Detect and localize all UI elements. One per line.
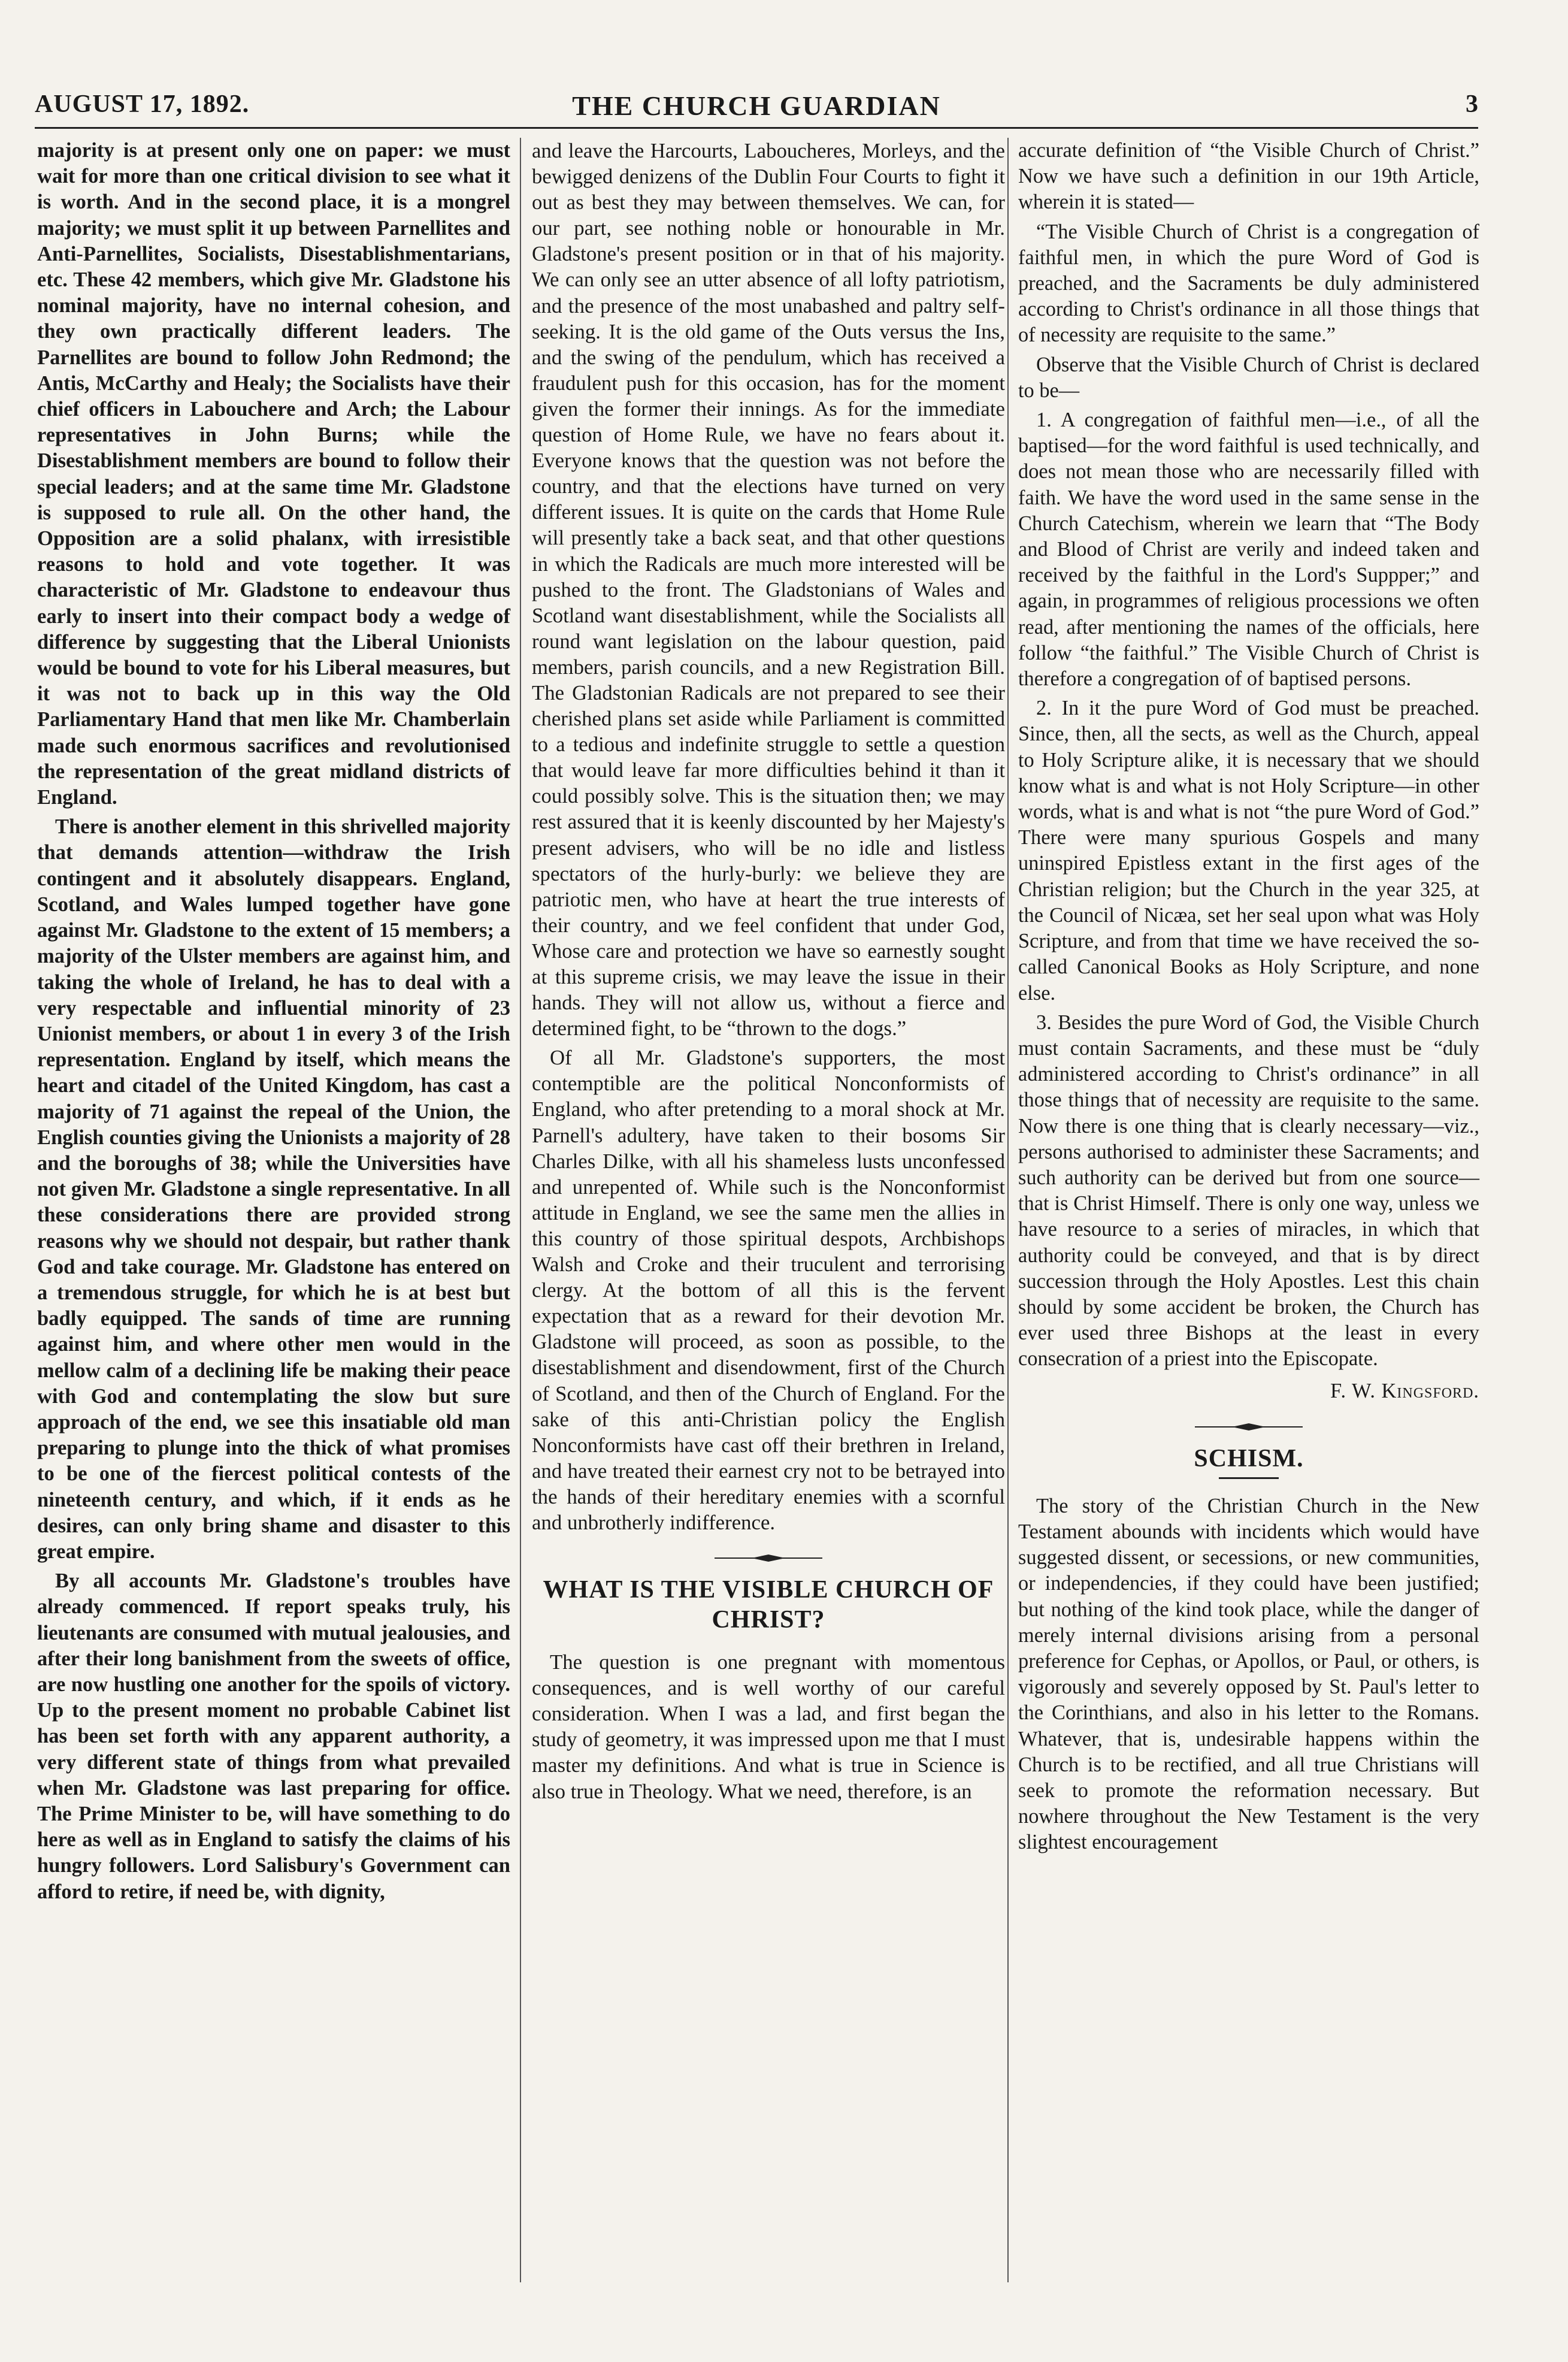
col2-paragraph-2: Of all Mr. Gladstone's supporters, the most contemptible are the political Nonconformists of England, who after pretending to a moral shock at Mr. Parnell's adultery, have taken to their bosoms Sir Charles Dilke, with all his shameless lusts unconfessed and unrepented of. While such is the Nonconformist attitude in England, we see the same men the allies in this country of those spiritual despots, Archbishops Walsh and Croke and their truculent and terrorising clergy. At the bottom of all this is the fervent expectation that as a reward for their devotion Mr. Gladstone will proceed, as soon as possible, to the disestablishment and disendowment, first of the Church of Scotland, and then of the Church of England. For the sake of this anti-Christian policy the English Nonconformists have cast off their brethren in Ireland, and have treated their earnest cry not to be betrayed into the hands of their hereditary enemies with a scornful and unbrotherly indifference. (532, 1046, 1005, 1534)
issue-date: AUGUST 17, 1892. (35, 90, 250, 118)
masthead (35, 90, 1478, 123)
col3-paragraph-1: accurate definition of “the Visible Church of Christ.” Now we have such a definition in our 19th Article, wherein it is stated— (1018, 139, 1479, 214)
newspaper-title: THE CHURCH GUARDIAN (572, 90, 941, 121)
col1-paragraph-3: By all accounts Mr. Gladstone's troubles have already commenced. If report speaks truly, his lieutenants are consumed with mutual jealousies, and after their long banishment from the sweets of office, are now hustling one another for the spoils of victory. Up to the present moment no probable Cabinet list has been set forth with any apparent authority, a very different state of things from what prevailed when Mr. Gladstone was last preparing for office. The Prime Minister to be, will have something to do here as well as in England to satisfy the claims of his hungry followers. Lord Salisbury's Government can afford to retire, if need be, with dignity, (37, 1569, 510, 1903)
page-number: 3 (1466, 90, 1478, 118)
column-3 (1018, 138, 1479, 1856)
col3-point-3: 3. Besides the pure Word of God, the Visible Church must contain Sacraments, and these must be “duly administered according to Christ's ordinance” in all those things that of necessity are requisite to the same. Now there is one thing that is clearly necessary—viz., persons authorised to administer these Sacraments; and such authority can be derived but from one source—that is Christ Himself. There is only one way, unless we have resource to a series of miracles, in which that authority could be conveyed, and that is by direct succession through the Holy Apostles. Lest this chain should by some accident be broken, the Church has ever used three Bishops at the least in every consecration of a priest into the Episcopate. (1018, 1011, 1479, 1371)
column-divider-1 (520, 138, 521, 2282)
column-1 (37, 138, 510, 1905)
col1-paragraph-1: majority is at present only one on paper: we must wait for more than one critical division to see what it is worth. And in the second place, it is a mongrel majority; we must split it up between Parnellites and Anti-Parnellites, Socialists, Disestablishmentarians, etc. These 42 members, which give Mr. Gladstone his nominal majority, have no internal cohesion, and they own practically different leaders. The Parnellites are bound to follow John Redmond; the Antis, McCarthy and Healy; the Socialists have their chief officers in Labouchere and Arch; the Labour representatives in John Burns; while the Disestablishment members are bound to follow their special leaders; and at the same time Mr. Gladstone is supposed to rule all. On the other hand, the Opposition are a solid phalanx, with irresistible reasons to hold and vote together. It was characteristic of Mr. Gladstone to endeavour thus early to insert into their compact body a wedge of difference by suggesting that the Liberal Unionists would be bound to vote for his Liberal measures, but it was not to back up in this way the Old Parliamentary Hand that men like Mr. Chamberlain made such enormous sacrifices and revolutionised the representation of the great midland districts of England. (37, 139, 510, 809)
col3-paragraph-schism: The story of the Christian Church in the New Testament abounds with incidents which would have suggested dissent, or secessions, or new communities, or independencies, if they could have been justified; but nothing of the kind took place, while the danger of merely internal divisions arising from a personal preference for Cephas, or Apollos, or Paul, or others, is vigorously and severely opposed by St. Paul's letter to the Corinthians, and also in his letter to the Romans. Whatever, that is, undesirable happens within the Church is to be rectified, and all true Christians will seek to promote the reformation necessary. But nowhere throughout the New Testament is the very slightest encouragement (1018, 1494, 1479, 1854)
col2-paragraph-1: and leave the Harcourts, Laboucheres, Morleys, and the bewigged denizens of the Dublin Four Courts to fight it out as best they may between themselves. We can, for our part, see nothing noble or honourable in Mr. Gladstone's present position or in that of his majority. We can only see an utter absence of all lofty patriotism, and the presence of the most unabashed and paltry self-seeking. It is the old game of the Outs versus the Ins, and the swing of the pendulum, which has received a fraudulent push for this occasion, has for the moment given the former their innings. As for the immediate question of Home Rule, we have no fears about it. Everyone knows that the question was not before the country, and that the elections have turned on very different issues. It is quite on the cards that Home Rule will presently take a back seat, and that other questions in which the Radicals are much more interested will be pushed to the front. The Gladstonians of Wales and Scotland want disestablishment, while the Socialists all round want legislation on the labour question, paid members, parish councils, and a new Registration Bill. The Gladstonian Radicals are not prepared to see their cherished plans set aside while Parliament is committed to a tedious and indefinite struggle to settle a question that would leave far more difficulties behind it than it could possibly solve. This is the situation then; we may rest assured that it is keenly discounted by her Majesty's present advisers, who will be no idle and listless spectators of the hurly-burly: we believe they are patriotic men, who have at heart the true interests of their country, and we feel confident that under God, Whose care and protection we have so earnestly sought at this supreme crisis, we may leave the issue in their hands. They will not allow us, without a fierce and determined fight, to be “thrown to the dogs.” (532, 139, 1005, 1041)
ornament-divider (715, 1553, 822, 1563)
column-divider-2 (1007, 138, 1009, 2282)
article-headline-visible-church: WHAT IS THE VISIBLE CHURCH OF CHRIST? (543, 1576, 994, 1634)
col3-paragraph-3: Observe that the Visible Church of Christ is declared to be— (1018, 353, 1479, 402)
column-2 (532, 138, 1005, 1804)
article-headline-schism: SCHISM. (1194, 1444, 1304, 1472)
headline-rule (1219, 1477, 1279, 1479)
col3-point-1: 1. A congregation of faithful men—i.e., of all the baptised—for the word faithful is used technically, and does not mean those who are necessarily filled with faith. We have the word used in the same sense in the Church Catechism, wherein we learn that “The Body and Blood of Christ are verily and indeed taken and received by the faithful in the Lord's Suppper;” and again, in programmes of religious processions we often read, after mentioning the names of the officials, here follow “the faithful.” The Visible Church of Christ is therefore a congregation of of baptised persons. (1018, 409, 1479, 691)
col3-point-2: 2. In it the pure Word of God must be preached. Since, then, all the sects, as well as the Church, appeal to Holy Scripture alike, it is necessary that we should know what is and what is not Holy Scripture—in other words, what is and what is not “the pure Word of God.” There were many spurious Gospels and many uninspired Epistless extant in the first ages of the Christian religion; but the Church in the year 325, at the Council of Nicæa, set her seal upon what was Holy Scripture, and from that time we have received the so-called Canonical Books as Holy Scripture, and none else. (1018, 697, 1479, 1005)
ornament-divider (1195, 1422, 1303, 1432)
col2-paragraph-3: The question is one pregnant with momentous consequences, and is well worthy of our careful consideration. When I was a lad, and first began the study of geometry, it was impressed upon me that I must master my definitions. And what is true in Science is also true in Theology. What we need, therefore, is an (532, 1650, 1005, 1803)
author-signature: F. W. Kingsford. (1330, 1379, 1479, 1402)
col1-paragraph-2: There is another element in this shrivelled majority that demands attention—withdraw the Irish contingent and it absolutely disappears. England, Scotland, and Wales lumped together have gone against Mr. Gladstone to the extent of 15 members; a majority of the Ulster members are against him, and taking the whole of Ireland, he has to deal with a very respectable and influential minority of 23 Unionist members, or about 1 in every 3 of the Irish representation. England by itself, which means the heart and citadel of the United Kingdom, has cast a majority of 71 against the repeal of the Union, the English counties giving the Unionists a majority of 28 and the boroughs of 38; while the Universities have not given Mr. Gladstone a single representative. In all these considerations there are provided strong reasons why we should not despair, but rather thank God and take courage. Mr. Gladstone has entered on a tremendous struggle, for which he is at best but badly equipped. The sands of time are running against him, and where other men would in the mellow calm of a declining life be making their peace with God and contemplating the slow but sure approach of the end, we see this insatiable old man preparing to plunge into the thick of what promises to be one of the fiercest political contests of the nineteenth century, and which, if it ends as he desires, can only bring shame and disaster to this great empire. (37, 815, 510, 1563)
header-rule (35, 127, 1478, 129)
col3-quote: “The Visible Church of Christ is a congregation of faithful men, in which the pure Word of God is preached, and the Sacraments be duly administered according to Christ's ordinance in all those things that of necessity are requisite to the same.” (1018, 220, 1479, 347)
